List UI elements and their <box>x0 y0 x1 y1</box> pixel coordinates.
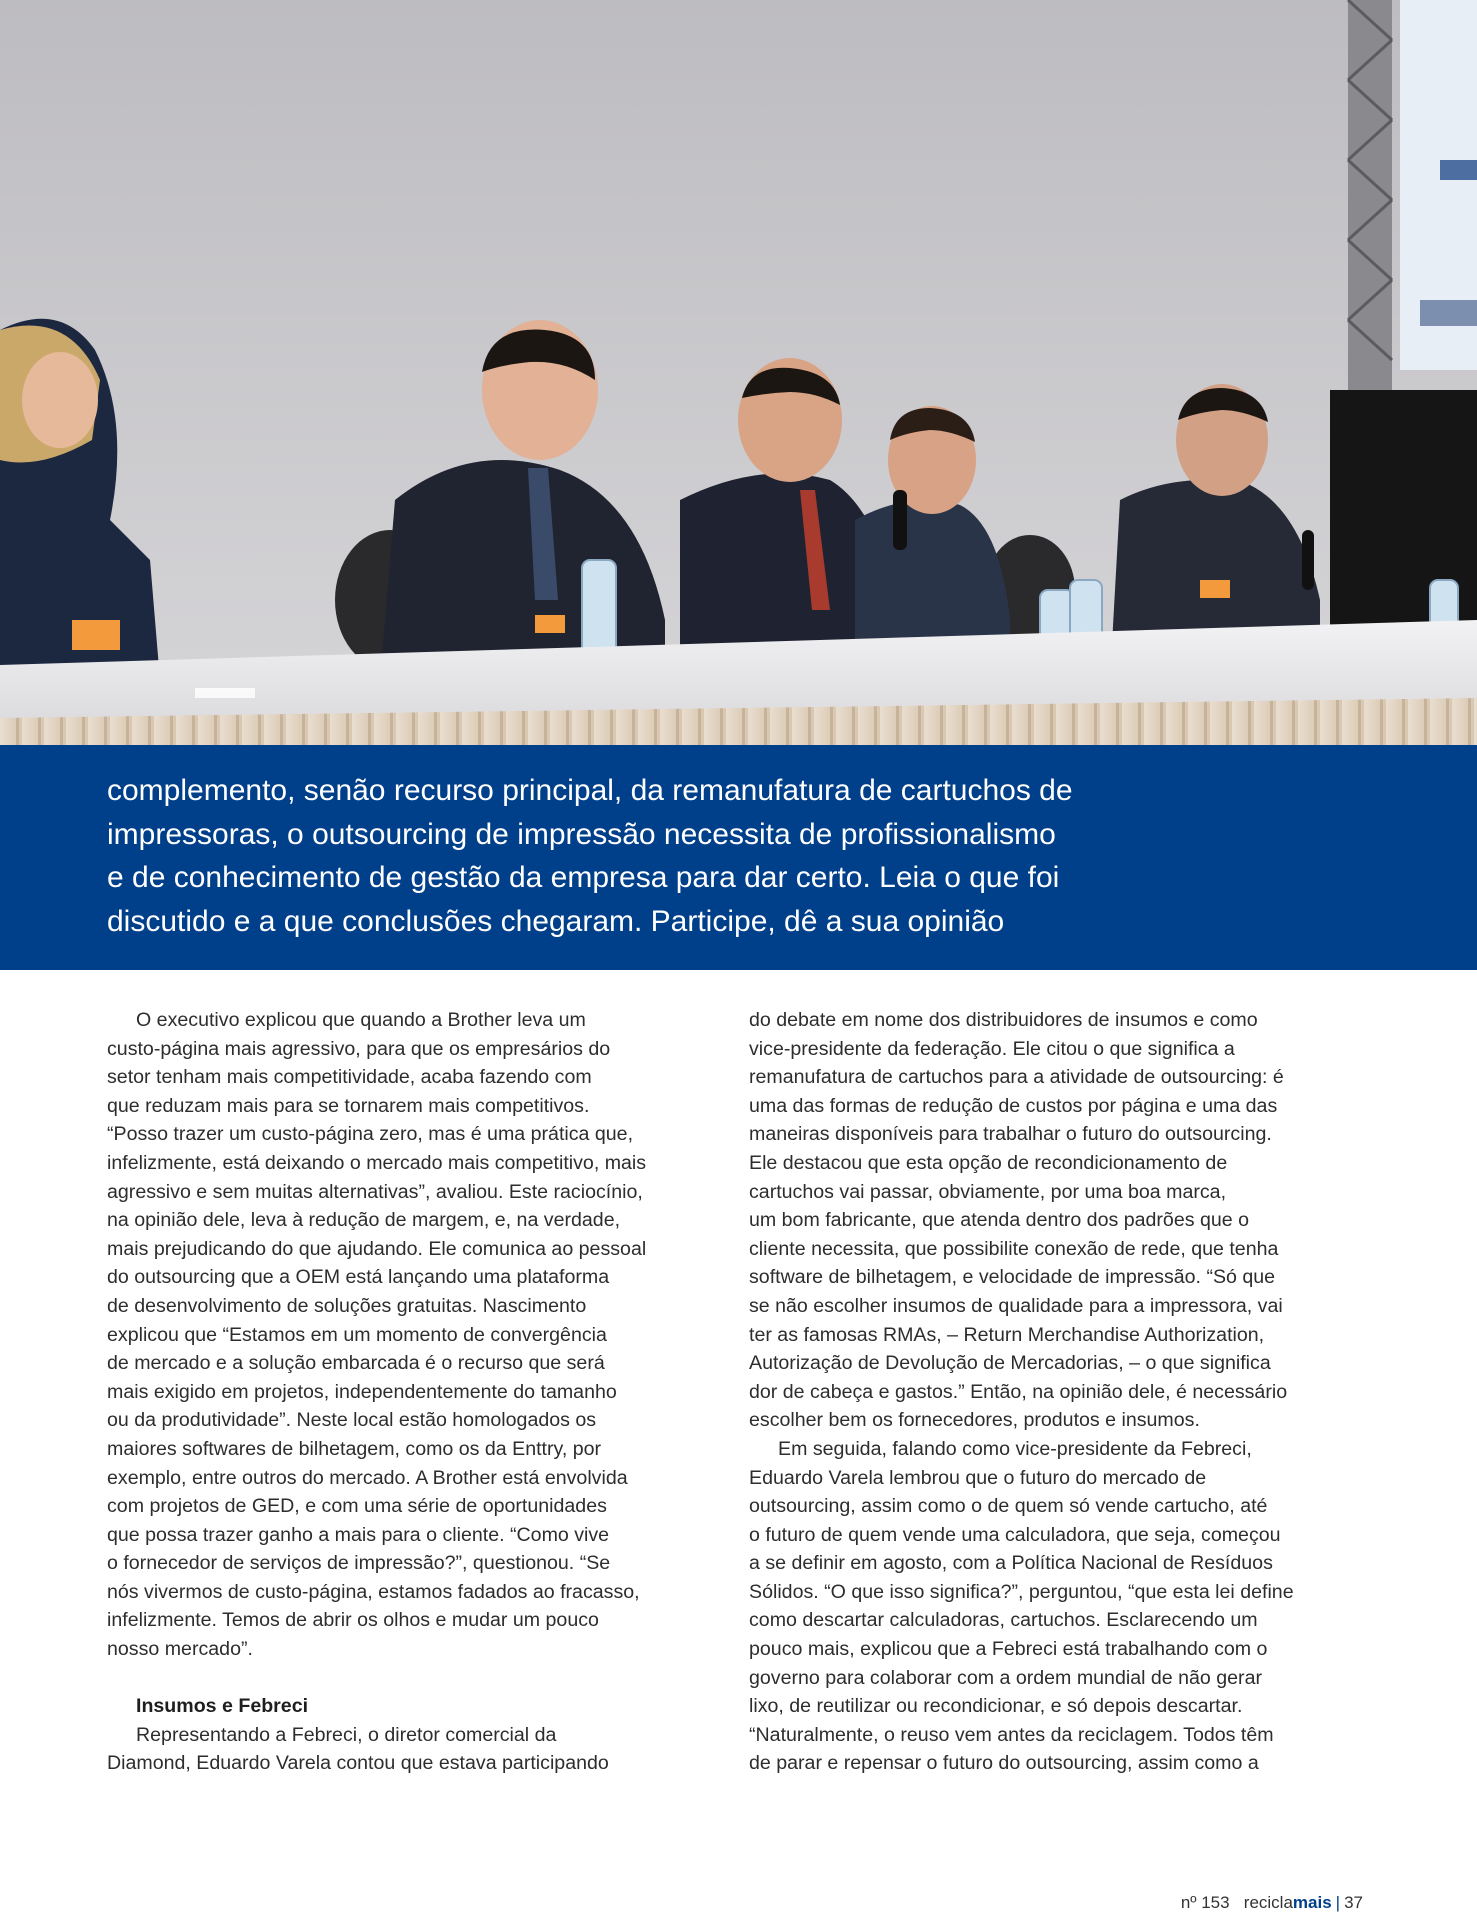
body-line: nosso mercado”. <box>107 1638 253 1661</box>
body-line: o fornecedor de serviços de impressão?”, questionou. “Se <box>107 1552 611 1575</box>
body-line: de parar e repensar o futuro do outsourcing, assim como a <box>749 1752 1259 1775</box>
body-line: Representando a Febreci, o diretor comercial da <box>136 1723 557 1746</box>
body-line: maiores softwares de bilhetagem, como os da Enttry, por <box>107 1437 602 1460</box>
body-line: um bom fabricante, que atenda dentro dos padrões que o <box>749 1209 1249 1232</box>
brand-light: recicla <box>1243 1893 1293 1912</box>
body-line: remanufatura de cartuchos para a atividade de outsourcing: é <box>749 1066 1284 1089</box>
body-line: do debate em nome dos distribuidores de insumos e como <box>749 1009 1258 1031</box>
body-line: explicou que “Estamos em um momento de convergência <box>107 1323 607 1346</box>
body-line: maneiras disponíveis para trabalhar o futuro do outsourcing. <box>749 1123 1272 1146</box>
lead-line: discutido e a que conclusões chegaram. Participe, dê a sua opinião <box>107 904 1005 938</box>
body-line: Autorização de Devolução de Mercadorias, – o que significa <box>749 1352 1271 1375</box>
body-line: que possa trazer ganho a mais para o cliente. “Como vive <box>107 1523 610 1546</box>
body-line: Ele destacou que esta opção de recondicionamento de <box>749 1151 1228 1174</box>
body-line: custo-página mais agressivo, para que os empresários do <box>107 1037 611 1060</box>
body-line: escolher bem os fornecedores, produtos e insumos. <box>749 1409 1200 1432</box>
body-line: Em seguida, falando como vice-presidente da Febreci, <box>778 1437 1252 1460</box>
page-number: 37 <box>1344 1893 1363 1912</box>
body-line: pouco mais, explicou que a Febreci está trabalhando com o <box>749 1638 1268 1661</box>
article-column-left <box>107 1006 707 1778</box>
body-line: lixo, de reutilizar ou recondicionar, e só depois descartar. <box>749 1695 1243 1718</box>
body-line: agressivo e sem muitas alternativas”, avaliou. Este raciocínio, <box>107 1180 643 1203</box>
body-line: “Posso trazer um custo-página zero, mas é uma prática que, <box>107 1123 634 1146</box>
article-column-right <box>749 1006 1349 1778</box>
body-line: cliente necessita, que possibilite conexão de rede, que tenha <box>749 1237 1279 1260</box>
body-line: na opinião dele, leva à redução de margem, e, na verdade, <box>107 1209 621 1232</box>
body-line: mais exigido em projetos, independentemente do tamanho <box>107 1380 617 1403</box>
body-line: ter as famosas RMAs, – Return Merchandise Authorization, <box>749 1323 1265 1346</box>
body-line: mais prejudicando do que ajudando. Ele comunica ao pessoal <box>107 1237 647 1260</box>
body-line: dor de cabeça e gastos.” Então, na opinião dele, é necessário <box>749 1380 1288 1403</box>
body-line: o futuro de quem vende uma calculadora, que seja, começou <box>749 1523 1281 1546</box>
body-line: se não escolher insumos de qualidade para a impressora, vai <box>749 1294 1283 1317</box>
lead-line: e de conhecimento de gestão da empresa para dar certo. Leia o que foi <box>107 861 1060 894</box>
body-line: que reduzam mais para se tornarem mais competitivos. <box>107 1094 590 1117</box>
issue-number: nº 153 <box>1180 1893 1230 1912</box>
body-line: infelizmente, está deixando o mercado mais competitivo, mais <box>107 1151 647 1174</box>
brand-bold: mais <box>1292 1893 1332 1912</box>
body-line: infelizmente. Temos de abrir os olhos e mudar um pouco <box>107 1609 599 1632</box>
lead-line: impressoras, o outsourcing de impressão necessita de profissionalismo <box>107 817 1056 851</box>
lead-line: complemento, senão recurso principal, da remanufatura de cartuchos de <box>107 774 1073 807</box>
panel-photo-illustration <box>0 0 1477 745</box>
body-line: Eduardo Varela lembrou que o futuro do mercado de <box>749 1466 1207 1489</box>
body-line: como descartar calculadoras, cartuchos. Esclarecendo um <box>749 1609 1258 1632</box>
body-line: “Naturalmente, o reuso vem antes da reciclagem. Todos têm <box>749 1723 1274 1746</box>
panel-photo <box>0 0 1477 745</box>
body-line: ou da produtividade”. Neste local estão homologados os <box>107 1409 597 1432</box>
footer-separator: | <box>1335 1893 1341 1912</box>
body-line: Sólidos. “O que isso significa?”, perguntou, “que esta lei define <box>749 1580 1294 1603</box>
body-line: cartuchos vai passar, obviamente, por uma boa marca, <box>749 1180 1227 1203</box>
body-line: exemplo, entre outros do mercado. A Brother está envolvida <box>107 1466 628 1489</box>
body-line: de desenvolvimento de soluções gratuitas. Nascimento <box>107 1294 587 1317</box>
magazine-brand <box>1244 1893 1332 1912</box>
body-line: setor tenham mais competitividade, acaba fazendo com <box>107 1066 592 1089</box>
body-line: uma das formas de redução de custos por página e uma das <box>749 1094 1278 1117</box>
body-line: a se definir em agosto, com a Política Nacional de Resíduos <box>749 1552 1273 1575</box>
body-line: nós vivermos de custo-página, estamos fadados ao fracasso, <box>107 1580 640 1603</box>
lead-band <box>0 745 1477 970</box>
body-line: vice-presidente da federação. Ele citou o que significa a <box>749 1037 1235 1060</box>
body-line: outsourcing, assim como o de quem só vende cartucho, até <box>749 1495 1268 1518</box>
body-line: Diamond, Eduardo Varela contou que estava participando <box>107 1752 609 1775</box>
body-line: governo para colaborar com a ordem mundial de não gerar <box>749 1666 1262 1689</box>
lead-text <box>107 769 1167 943</box>
paragraph-gap <box>107 1664 707 1693</box>
page-footer <box>1181 1893 1363 1913</box>
body-line: com projetos de GED, e com uma série de oportunidades <box>107 1495 607 1518</box>
body-line: O executivo explicou que quando a Brother leva um <box>136 1009 586 1031</box>
body-line: de mercado e a solução embarcada é o recurso que será <box>107 1352 605 1375</box>
body-line: software de bilhetagem, e velocidade de impressão. “Só que <box>749 1266 1276 1289</box>
section-subheading: Insumos e Febreci <box>136 1695 309 1718</box>
body-line: do outsourcing que a OEM está lançando uma plataforma <box>107 1266 610 1289</box>
